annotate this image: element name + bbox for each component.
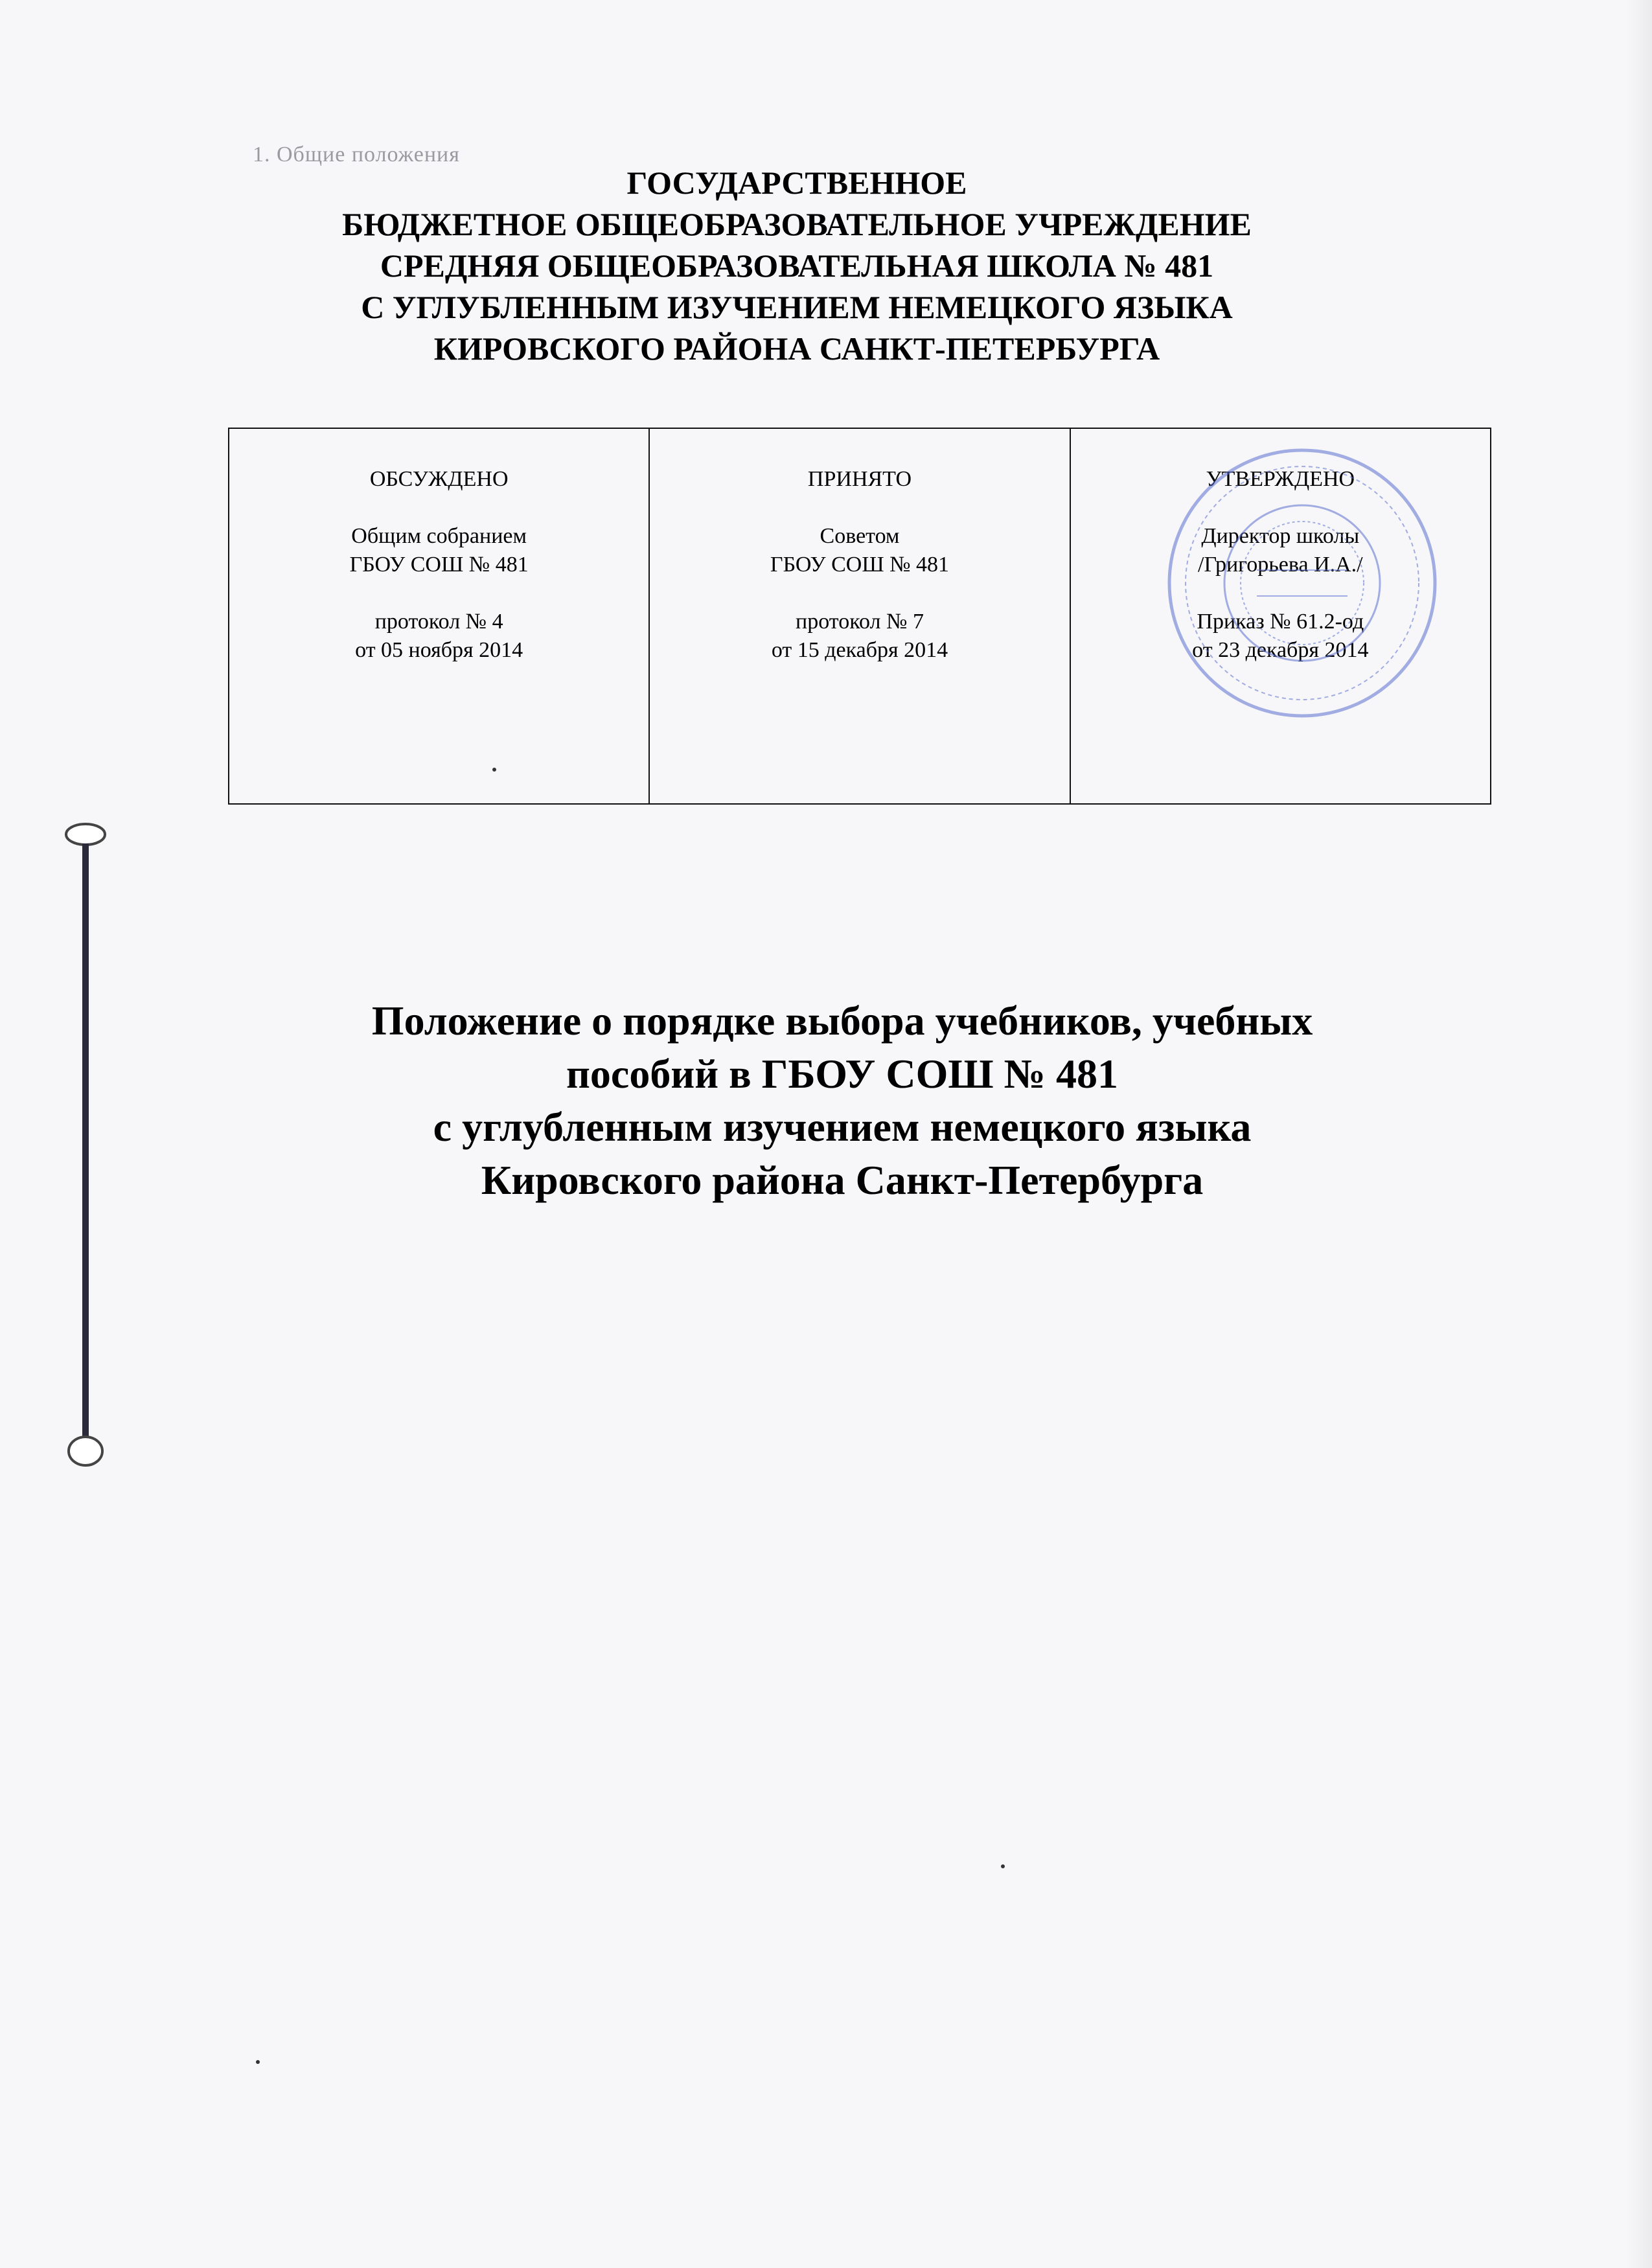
approval-label: УТВЕРЖДЕНО xyxy=(1206,467,1355,491)
speck xyxy=(256,2060,260,2064)
header-line: С УГЛУБЛЕННЫМ ИЗУЧЕНИЕМ НЕМЕЦКОГО ЯЗЫКА xyxy=(361,289,1233,325)
approval-cell-discussed xyxy=(229,428,649,804)
approval-body: Общим собранием xyxy=(351,524,527,548)
binder-clip-icon xyxy=(62,821,109,1469)
speck xyxy=(1001,1864,1005,1868)
header-line: ГОСУДАРСТВЕННОЕ xyxy=(626,165,967,201)
bleed-through-heading: 1. Общие положения xyxy=(253,143,460,166)
header-line: СРЕДНЯЯ ОБЩЕОБРАЗОВАТЕЛЬНАЯ ШКОЛА № 481 xyxy=(380,247,1214,284)
approval-order: Приказ № 61.2-од xyxy=(1197,610,1364,634)
title-line: Кировского района Санкт-Петербурга xyxy=(481,1157,1204,1203)
page-edge-shadow xyxy=(1626,0,1652,2268)
speck xyxy=(492,768,496,772)
approval-label: ОБСУЖДЕНО xyxy=(369,467,509,491)
title-line: пособий в ГБОУ СОШ № 481 xyxy=(566,1051,1118,1097)
approval-body: Советом xyxy=(820,524,900,548)
approval-body: ГБОУ СОШ № 481 xyxy=(349,553,529,577)
header-line: КИРОВСКОГО РАЙОНА САНКТ-ПЕТЕРБУРГА xyxy=(433,330,1160,367)
approval-cell-accepted xyxy=(649,428,1070,804)
approval-label: ПРИНЯТО xyxy=(807,467,912,491)
title-line: Положение о порядке выбора учебников, учебных xyxy=(371,998,1313,1044)
approval-protocol: протокол № 4 xyxy=(374,610,503,634)
institution-header xyxy=(194,162,1399,369)
approval-date: от 15 декабря 2014 xyxy=(771,638,948,662)
approval-date: от 23 декабря 2014 xyxy=(1192,638,1369,662)
approval-body: ГБОУ СОШ № 481 xyxy=(770,553,950,577)
title-line: с углубленным изучением немецкого языка xyxy=(433,1104,1252,1150)
header-line: БЮДЖЕТНОЕ ОБЩЕОБРАЗОВАТЕЛЬНОЕ УЧРЕЖДЕНИЕ xyxy=(342,206,1252,242)
approval-date: от 05 ноября 2014 xyxy=(355,638,523,662)
seal-stamp-icon xyxy=(1160,441,1445,726)
document-title xyxy=(194,994,1490,1207)
approval-protocol: протокол № 7 xyxy=(796,610,924,634)
approval-signatory: /Григорьева И.А./ xyxy=(1198,553,1363,577)
approval-body: Директор школы xyxy=(1201,524,1360,548)
